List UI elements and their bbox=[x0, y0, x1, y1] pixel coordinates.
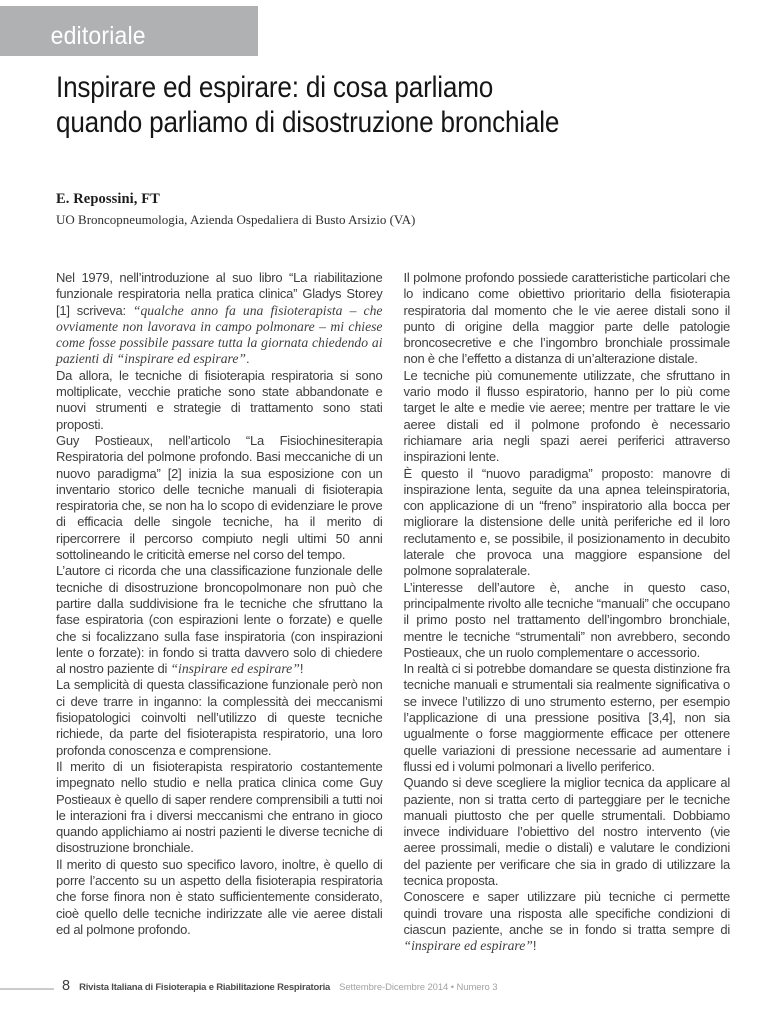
article-body bbox=[56, 270, 730, 954]
quoted-italic-text: “inspirare ed espirare” bbox=[170, 661, 300, 677]
body-text: Guy Postieaux, nell’articolo “La Fisiochinesiterapia Respiratoria del polmone profondo. Basi meccaniche di un nuovo paradigma” [2] inizia la sua esposizione con un inventario storico delle tecniche manuali di fisioterapia respiratoria che, se non ha lo scopo di evidenziare le prove di efficacia delle singole tecniche, ha il merito di ripercorrere il percorso compiuto negli ultimi 50 anni sottolineando le criticità emerse nel corso del tempo. bbox=[56, 432, 383, 563]
paragraph bbox=[56, 563, 383, 677]
paragraph bbox=[56, 270, 383, 368]
issue-info: Settembre-Dicembre 2014 • Numero 3 bbox=[339, 982, 498, 993]
paragraph bbox=[404, 889, 731, 954]
paragraph bbox=[56, 857, 383, 938]
quoted-italic-text: “qualche anno fa una fisioterapista – che ovviamente non lavorava in campo polmonare – mi chiese come fosse possibile passare tutta la giornata chiedendo ai pazienti di “inspirare ed espirare” bbox=[56, 302, 383, 367]
page-number: 8 bbox=[62, 978, 71, 994]
article-column-left bbox=[56, 270, 383, 954]
body-text: ! bbox=[532, 938, 537, 954]
footer-rule bbox=[0, 988, 54, 990]
body-text: ! bbox=[299, 661, 304, 677]
paragraph bbox=[404, 466, 731, 580]
paragraph bbox=[404, 661, 731, 775]
paragraph bbox=[56, 759, 383, 857]
section-label: editoriale bbox=[50, 22, 146, 50]
author-block bbox=[56, 191, 415, 228]
paragraph bbox=[404, 368, 731, 466]
body-text: In realtà ci si potrebbe domandare se questa distinzione fra tecniche manuali e strumentali sia realmente significativa o se invece l’utilizzo di uno strumento esterno, per esempio l’applicazione di una pressione positiva [3,4], non sia ugualmente o forse maggiormente efficace per ottenere quelle variazioni di pressione necessarie ad aumentare i flussi ed i volumi polmonari a livello periferico. bbox=[403, 661, 730, 774]
author-affiliation: UO Broncopneumologia, Azienda Ospedaliera di Busto Arsizio (VA) bbox=[56, 212, 416, 227]
article-title-line-1: Inspirare ed espirare: di cosa parliamo bbox=[56, 71, 494, 104]
paragraph bbox=[404, 580, 731, 661]
section-header-band bbox=[0, 6, 258, 56]
paragraph bbox=[404, 775, 731, 889]
author-name: E. Repossini, FT bbox=[56, 191, 160, 207]
paragraph bbox=[56, 433, 383, 563]
page-footer bbox=[0, 978, 764, 1000]
body-text: La semplicità di questa classificazione funzionale però non ci deve trarre in inganno: la complessità dei meccanismi fisiopatologici coinvolti nell’utilizzo di queste tecniche richiede, da parte del fisioterapista respiratorio, una loro profonda conoscenza e comprensione. bbox=[56, 677, 383, 758]
body-text: Le tecniche più comunemente utilizzate, che sfruttano in vario modo il flusso espiratorio, hanno per lo più come target le alte e medie vie aeree; mentre per trattare le vie aeree distali ed il polmone profondo è necessario richiamare aria negli spazi aerei periferici attraverso inspirazioni lente. bbox=[403, 367, 730, 465]
body-text: Il polmone profondo possiede caratteristiche particolari che lo indicano come obiettivo prioritario della fisioterapia respiratoria dal momento che le vie aeree distali sono il punto di origine della maggior parte delle patologie broncosecretive e che l’ingombro bronchiale prossimale non è che l’effetto a distanza di un’alterazione distale. bbox=[403, 270, 730, 367]
quoted-italic-text: “inspirare ed espirare” bbox=[403, 938, 533, 954]
journal-name: Rivista Italiana di Fisioterapia e Riabilitazione Respiratoria bbox=[79, 982, 331, 993]
body-text: Nel 1979, nell’introduzione al suo libro “La riabilitazione funzionale respiratoria nella pratica clinica” Gladys Storey [1] scriveva: bbox=[56, 270, 383, 318]
body-text: Da allora, le tecniche di fisioterapia respiratoria si sono moltiplicate, vecchie pratiche sono state abbandonate e nuovi strumenti e strategie di trattamento sono stati proposti. bbox=[56, 367, 383, 432]
paragraph bbox=[56, 677, 383, 758]
body-text: Quando si deve scegliere la miglior tecnica da applicare al paziente, non si tratta certo di parteggiare per le tecniche manuali piuttosto che per quelle strumentali. Dobbiamo invece individuare l’obiettivo del nostro intervento (vie aeree prossimali, medie o distali) e valutare le condizioni del paziente per verificare che sia in grado di utilizzare la tecnica proposta. bbox=[403, 775, 730, 888]
article-title-line-2: quando parliamo di disostruzione bronchiale bbox=[56, 106, 560, 139]
body-text: . bbox=[245, 351, 250, 367]
body-text: Il merito di questo suo specifico lavoro, inoltre, è quello di porre l’accento su un aspetto della fisioterapia respiratoria che forse finora non è stato sufficientemente considerato, cioè quello delle tecniche indirizzate alle vie aeree distali ed al polmone profondo. bbox=[56, 856, 383, 937]
paragraph bbox=[404, 270, 731, 368]
paragraph bbox=[56, 368, 383, 433]
body-text: L’interesse dell’autore è, anche in questo caso, principalmente rivolto alle tecniche “manuali” che occupano il primo posto nel trattamento dell’ingombro bronchiale, mentre le tecniche “strumentali” non avrebbero, secondo Postieaux, che un ruolo complementare o accessorio. bbox=[403, 579, 730, 660]
body-text: È questo il “nuovo paradigma” proposto: manovre di inspirazione lenta, seguite da una apnea teleinspiratoria, con applicazione di un “freno” inspiratorio alla bocca per migliorare la distensione delle unità periferiche ed il loro reclutamento e, se possibile, il posizionamento in decubito laterale che provoca una maggiore espansione del polmone sopralaterale. bbox=[403, 465, 730, 579]
body-text: Il merito di un fisioterapista respiratorio costantemente impegnato nello studio e nella pratica clinica come Guy Postieaux è quello di saper rendere comprensibili a tutti noi le interazioni fra i diversi meccanismi che entrano in gioco quando applichiamo ai nostri pazienti le diverse tecniche di disostruzione bronchiale. bbox=[56, 758, 383, 856]
article-column-right bbox=[404, 270, 731, 954]
body-text: Conoscere e saper utilizzare più tecniche ci permette quindi trovare una risposta alle specifiche condizioni di ciascun paziente, anche se in fondo si tratta sempre di bbox=[403, 889, 730, 937]
body-text: L’autore ci ricorda che una classificazione funzionale delle tecniche di disostruzione broncopolmonare non può che partire dalla suddivisione fra le tecniche che sfruttano la fase espiratoria (con espirazioni lente o forzate) e quelle che si focalizzano sulla fase inspiratoria (con inspirazioni lente o forzate): in fondo si tratta davvero solo di chiedere al nostro paziente di bbox=[56, 563, 383, 677]
article-title bbox=[56, 70, 559, 140]
footer-line bbox=[62, 978, 497, 994]
